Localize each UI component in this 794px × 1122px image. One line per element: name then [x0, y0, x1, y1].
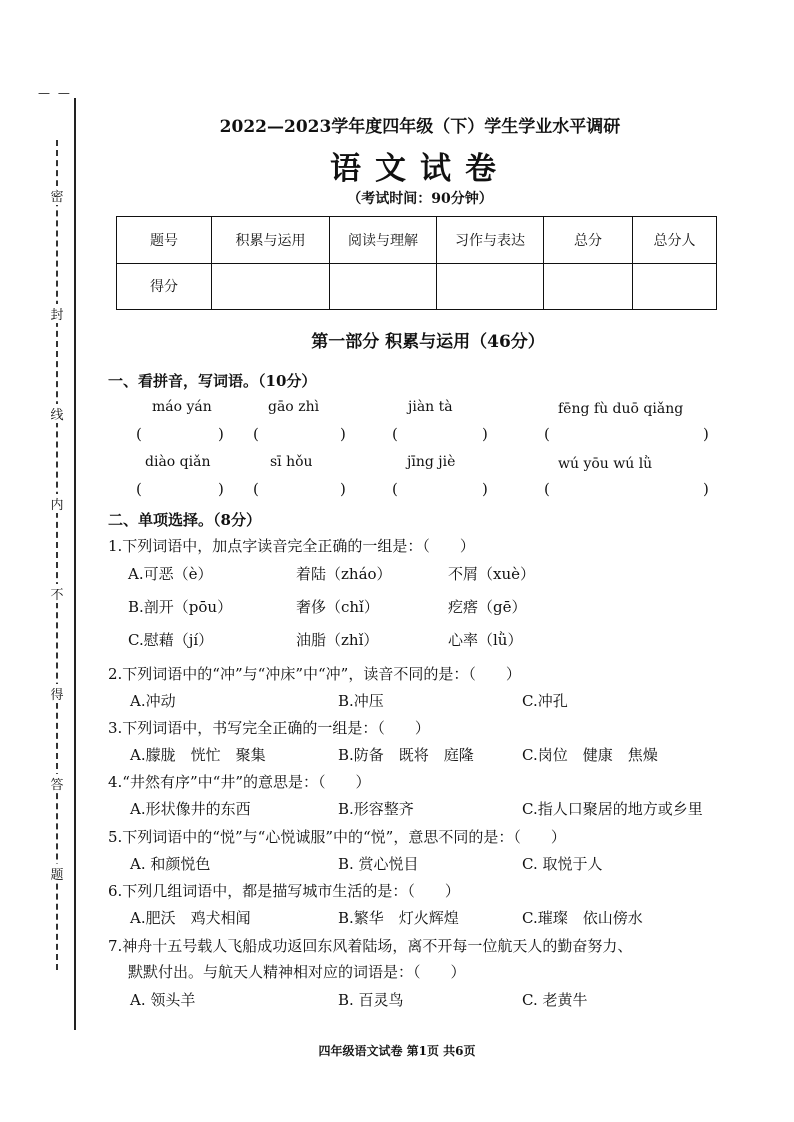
option-word: 疙瘩（gē）: [448, 598, 527, 616]
paren-open: (: [136, 480, 142, 498]
question-title: 一、看拼音，写词语。（10分）: [108, 372, 317, 390]
seal-char: 得: [50, 684, 64, 703]
score-cell: 积累与运用: [212, 217, 330, 264]
pinyin: wú yōu wú lǜ: [558, 456, 653, 472]
option-word: 油脂（zhǐ）: [296, 631, 379, 649]
pinyin: jiàn tà: [408, 399, 453, 415]
option-c[interactable]: C.指人口聚居的地方或乡里: [522, 800, 703, 818]
option-word: 着陆（zháo）: [296, 565, 392, 583]
seal-char: 封: [50, 304, 64, 323]
score-cell: 习作与表达: [437, 217, 544, 264]
option-c[interactable]: C.岗位 健康 焦燥: [522, 746, 658, 764]
option-a[interactable]: A. 领头羊: [130, 991, 196, 1009]
question-stem: 4.“井然有序”中“井”的意思是：（ ）: [108, 773, 371, 791]
option-a[interactable]: A.形状像井的东西: [130, 800, 251, 818]
question-stem: 3.下列词语中，书写完全正确的一组是：（ ）: [108, 719, 430, 737]
pinyin: diào qiǎn: [145, 454, 211, 470]
exam-title: 2022—2023学年度四年级（下）学生学业水平调研: [219, 117, 621, 137]
paren-close: ): [340, 480, 346, 498]
question-stem: 2.下列词语中的“冲”与“冲床”中“冲”，读音不同的是：（ ）: [108, 665, 521, 683]
option-b[interactable]: B.防备 既将 庭隆: [338, 746, 474, 764]
corner-mark: — —: [38, 86, 72, 100]
paren-close: ): [482, 480, 488, 498]
option-b[interactable]: B.剖开（pōu）: [128, 598, 233, 616]
paren-open: (: [544, 480, 550, 498]
paren-close: ): [703, 480, 709, 498]
score-cell: 阅读与理解: [330, 217, 437, 264]
paren-open: (: [544, 425, 550, 443]
page-footer: 四年级语文试卷 第1页 共6页: [318, 1044, 476, 1058]
question-stem: 1.下列词语中，加点字读音完全正确的一组是：（ ）: [108, 537, 475, 555]
pinyin: jīng jiè: [407, 454, 456, 470]
option-b[interactable]: B.冲压: [338, 692, 384, 710]
option-c[interactable]: C.冲孔: [522, 692, 568, 710]
paren-open: (: [392, 480, 398, 498]
score-table: [116, 216, 717, 310]
paren-close: ): [482, 425, 488, 443]
seal-char: 线: [50, 404, 64, 423]
option-a[interactable]: A. 和颜悦色: [130, 855, 211, 873]
option-c[interactable]: C.慰藉（jí）: [128, 631, 214, 649]
score-input-cell[interactable]: [544, 263, 633, 310]
score-input-cell[interactable]: [633, 263, 717, 310]
option-b[interactable]: B.形容整齐: [338, 800, 414, 818]
question-title: 二、单项选择。（8分）: [108, 511, 261, 529]
exam-time: （考试时间：90分钟）: [347, 191, 493, 207]
option-a[interactable]: A.肥沃 鸡犬相闻: [130, 909, 251, 927]
score-cell: 总分人: [633, 217, 717, 264]
paren-open: (: [253, 480, 259, 498]
option-a[interactable]: A.可恶（è）: [128, 565, 213, 583]
score-cell: 题号: [117, 217, 212, 264]
paren-close: ): [218, 425, 224, 443]
paren-open: (: [136, 425, 142, 443]
question-stem: 5.下列词语中的“悦”与“心悦诚服”中的“悦”，意思不同的是：（ ）: [108, 828, 566, 846]
option-a[interactable]: A.朦胧 恍忙 聚集: [130, 746, 266, 764]
score-input-cell[interactable]: [437, 263, 544, 310]
option-b[interactable]: B. 百灵鸟: [338, 991, 404, 1009]
paren-close: ): [703, 425, 709, 443]
score-cell: 总分: [544, 217, 633, 264]
score-table-score-row: [117, 263, 717, 310]
option-word: 奢侈（chǐ）: [296, 598, 379, 616]
option-c[interactable]: C. 老黄牛: [522, 991, 588, 1009]
paren-open: (: [253, 425, 259, 443]
score-cell: 得分: [117, 263, 212, 310]
seal-char: 内: [50, 494, 64, 513]
paren-open: (: [392, 425, 398, 443]
score-table-header-row: [117, 217, 717, 264]
paren-close: ): [218, 480, 224, 498]
pinyin: máo yán: [152, 399, 212, 415]
option-b[interactable]: B.繁华 灯火辉煌: [338, 909, 459, 927]
paren-close: ): [340, 425, 346, 443]
section-title: 第一部分 积累与运用（46分）: [311, 332, 545, 352]
seal-char: 答: [50, 774, 64, 793]
option-c[interactable]: C.璀璨 依山傍水: [522, 909, 643, 927]
seal-char: 题: [50, 864, 64, 883]
option-word: 不屑（xuè）: [448, 565, 535, 583]
seal-dashed-line: [56, 140, 58, 970]
subject-title: 语文试卷: [330, 151, 510, 187]
pinyin: fēng fù duō qiǎng: [558, 401, 684, 417]
score-input-cell[interactable]: [330, 263, 437, 310]
option-b[interactable]: B. 赏心悦目: [338, 855, 419, 873]
pinyin: gāo zhì: [268, 399, 320, 415]
option-a[interactable]: A.冲动: [130, 692, 176, 710]
score-input-cell[interactable]: [212, 263, 330, 310]
question-stem: 6.下列几组词语中，都是描写城市生活的是：（ ）: [108, 882, 460, 900]
question-stem-cont: 默默付出。与航天人精神相对应的词语是：（ ）: [128, 963, 466, 981]
seal-char: 不: [50, 584, 64, 603]
question-stem: 7.神舟十五号载人飞船成功返回东风着陆场，离不开每一位航天人的勤奋努力、: [108, 937, 633, 955]
option-c[interactable]: C. 取悦于人: [522, 855, 603, 873]
margin-rule: [74, 98, 76, 1030]
seal-char: 密: [50, 186, 64, 205]
pinyin: sī hǒu: [270, 454, 313, 470]
option-word: 心率（lǜ）: [448, 631, 523, 649]
